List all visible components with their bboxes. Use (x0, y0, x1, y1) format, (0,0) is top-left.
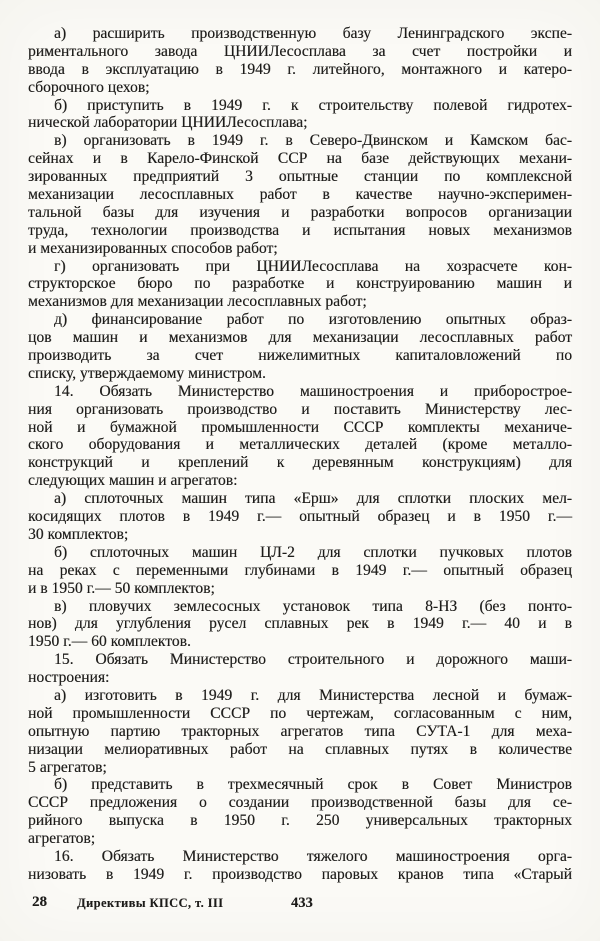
text-line-29: 30 комплектов; (28, 525, 129, 543)
text-line-27: а) сплоточных машин типа «Ерш» для сплотки плоских мел- (54, 490, 572, 508)
text-line-7: в) организовать в 1949 г. в Северо-Двинском и Камском бас- (54, 132, 572, 150)
text-line-46: агрегатов; (28, 830, 96, 848)
text-line-48: низовать в 1949 г. производство паровых кранов типа «Старый (28, 865, 572, 883)
text-line-2: риментального завода ЦНИИЛесосплава за счет постройки и (28, 42, 572, 60)
text-line-36: 15. Обязать Министерство строительного и дорожного маши- (54, 651, 572, 669)
text-line-23: ной и бумажной промышленности СССР комплекты механиче- (28, 418, 572, 436)
document-body (28, 25, 572, 884)
text-line-47: 16. Обязать Министерство тяжелого машиностроения орга- (54, 847, 572, 865)
text-line-9: зированных предприятий 3 опытные станции по комплексной (28, 168, 572, 186)
page-footer (28, 893, 572, 915)
text-line-14: г) организовать при ЦНИИЛесосплава на хозрасчете кон- (54, 257, 572, 275)
text-line-44: СССР предложения о создании производственной базы для се- (28, 794, 572, 812)
text-line-19: производить за счет нижелимитных капиталовложений по (28, 347, 572, 365)
running-title: Директивы КПСС, т. III (77, 896, 224, 910)
text-line-42: 5 агрегатов; (28, 758, 107, 776)
signature-number: 28 (32, 894, 47, 910)
text-line-18: цов машин и механизмов для механизации лесосплавных работ (28, 329, 572, 347)
text-line-1: а) расширить производственную базу Ленинградского экспе- (54, 25, 572, 42)
text-line-26: следующих машин и агрегатов: (28, 472, 238, 490)
text-line-35: 1950 г.— 60 комплектов. (28, 633, 191, 651)
text-line-15: структорское бюро по разработке и конструированию машин и (28, 275, 572, 293)
text-line-22: ния организовать производство и поставить Министерству лес- (28, 400, 572, 418)
text-line-41: низации мелиоративных работ на сплавных путях в количестве (28, 740, 572, 758)
text-line-37: ностроения: (28, 669, 110, 687)
text-line-10: механизации лесосплавных работ в качестве научно-эксперимен- (28, 186, 572, 204)
text-line-16: механизмов для механизации лесосплавных работ; (28, 293, 367, 311)
text-line-39: ной промышленности СССР по чертежам, согласованным с ним, (28, 704, 572, 722)
text-line-25: конструкций и креплений к деревянным конструкциям) для (28, 454, 572, 472)
text-line-11: тальной базы для изучения и разработки вопросов организации (28, 203, 572, 221)
text-line-13: и механизированных способов работ; (28, 239, 278, 257)
text-line-12: труда, технологии производства и испытания новых механизмов (28, 221, 572, 239)
text-line-3: ввода в эксплуатацию в 1949 г. литейного, монтажного и катеро- (28, 60, 572, 78)
text-line-43: б) представить в трехмесячный срок в Совет Министров (54, 776, 572, 794)
text-line-34: нов) для углубления русел сплавных рек в 1949 г.— 40 и в (28, 615, 572, 633)
text-line-4: сборочного цехов; (28, 78, 150, 96)
text-line-8: сейнах и в Карело-Финской ССР на базе действующих механи- (28, 150, 572, 168)
page-number: 433 (291, 895, 313, 911)
text-line-21: 14. Обязать Министерство машиностроения и приборострое- (54, 382, 572, 400)
text-line-17: д) финансирование работ по изготовлению опытных образ- (54, 311, 572, 329)
text-line-6: нической лаборатории ЦНИИЛесосплава; (28, 114, 308, 132)
text-line-31: на реках с переменными глубинами в 1949 г.— опытный образец (28, 561, 572, 579)
text-line-24: ского оборудования и металлических деталей (кроме металло- (28, 436, 572, 454)
text-line-30: б) сплоточных машин ЦЛ-2 для сплотки пучковых плотов (54, 543, 572, 561)
text-line-20: списку, утверждаемому министром. (28, 364, 266, 382)
text-line-45: рийного выпуска в 1950 г. 250 универсальных тракторных (28, 812, 572, 830)
text-line-40: опытную партию тракторных агрегатов типа СУТА-1 для меха- (28, 722, 572, 740)
text-line-32: и в 1950 г.— 50 комплектов; (28, 579, 215, 597)
text-line-5: б) приступить в 1949 г. к строительству полевой гидротех- (54, 96, 572, 114)
text-line-38: а) изготовить в 1949 г. для Министерства лесной и бумаж- (54, 686, 572, 704)
text-line-28: косидящих плотов в 1949 г.— опытный образец и в 1950 г.— (28, 508, 572, 526)
text-line-33: в) пловучих землесосных установок типа 8-НЗ (без понто- (54, 597, 572, 615)
